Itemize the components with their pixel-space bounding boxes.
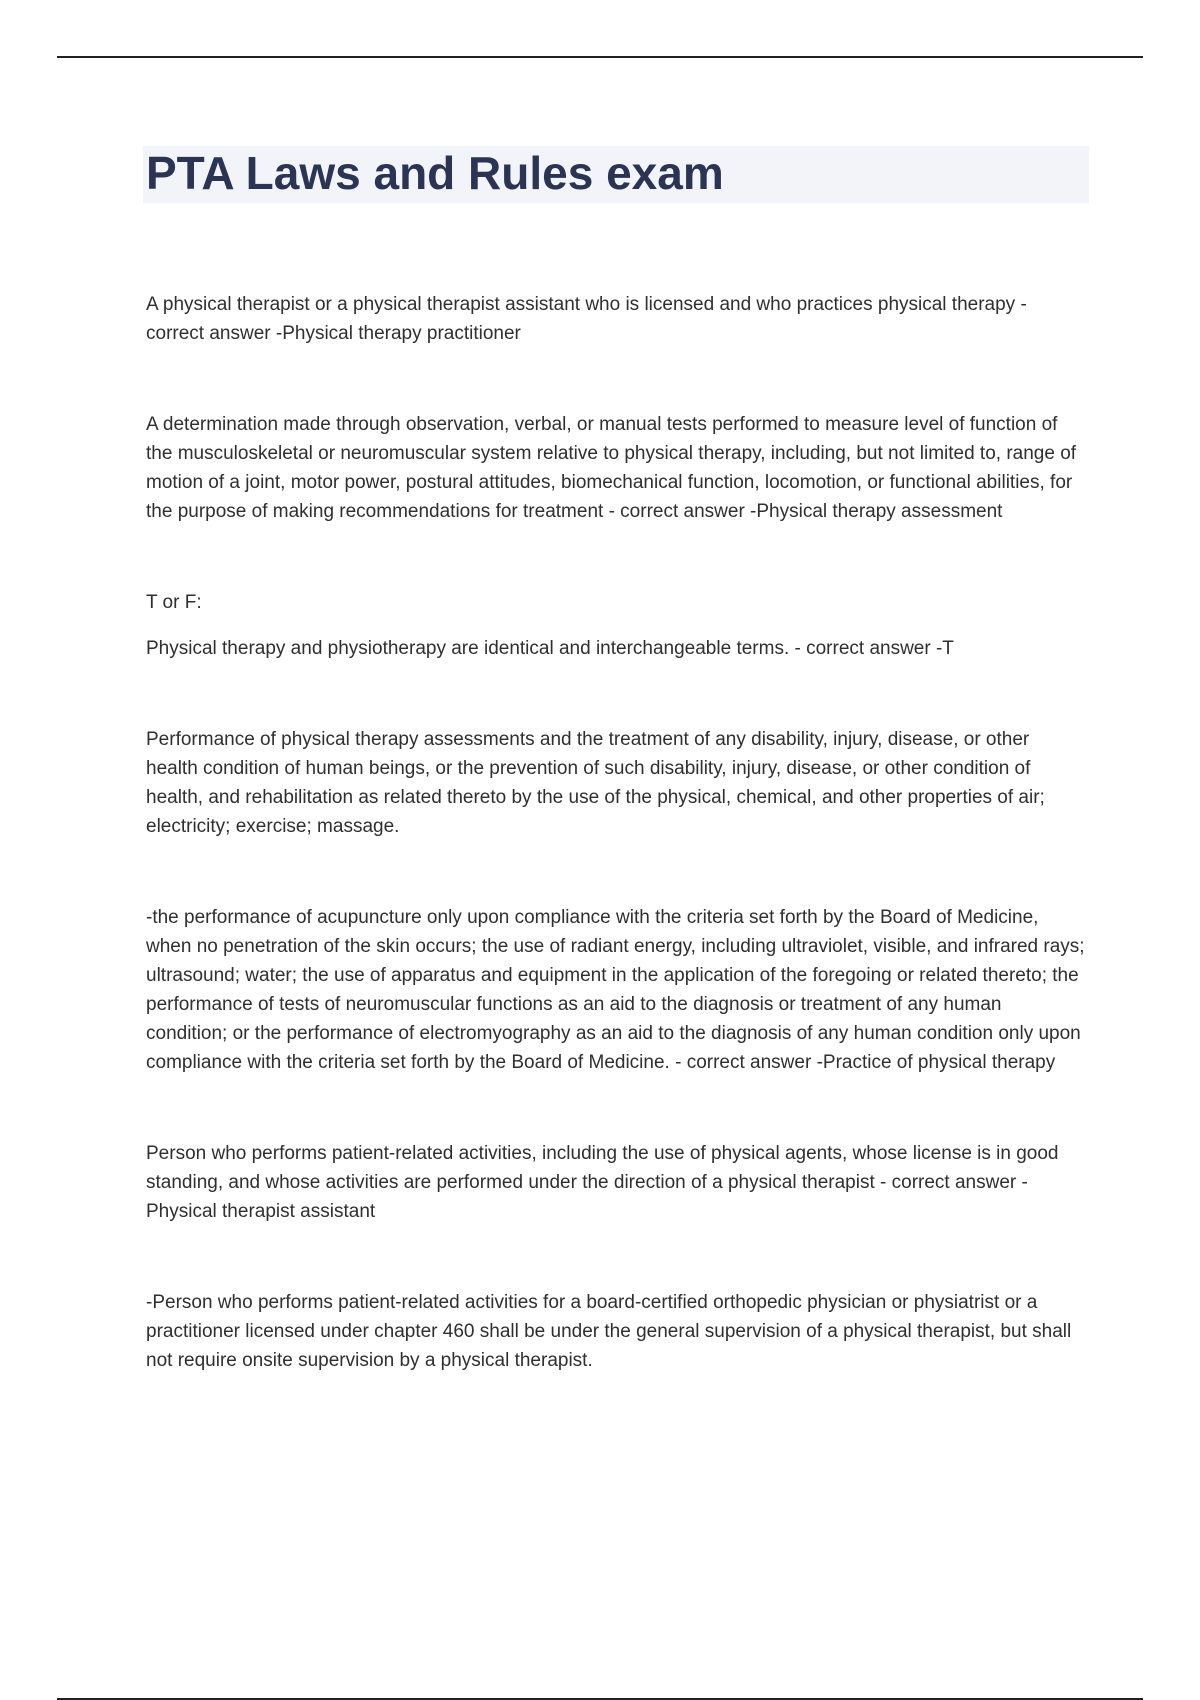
document-title: PTA Laws and Rules exam: [146, 147, 724, 199]
paragraph-practice-of-pt: -the performance of acupuncture only upon compliance with the criteria set forth by the Board of Medicine, when no penetration of the skin occurs; the use of radiant energy, including ultraviolet, visible, and infrared rays; ultrasound; water; the use of apparatus and equipment in the application of the foregoing or related thereto; the performance of tests of neuromuscular functions as an aid to the diagnosis or treatment of any human condition; or the performance of electromyography as an aid to the diagnosis of any human condition only upon compliance with the criteria set forth by the Board of Medicine. - correct answer -Practice of physical therapy: [146, 907, 1085, 1073]
paragraph-general-supervision: -Person who performs patient-related activities for a board-certified orthopedic physician or physiatrist or a practitioner licensed under chapter 460 shall be under the general supervision of a physical therapist, but shall not require onsite supervision by a physical therapist.: [146, 1292, 1072, 1371]
paragraph-physiotherapy-terms: Physical therapy and physiotherapy are identical and interchangeable terms. - correct answer -T: [146, 638, 954, 659]
header-rule: [57, 56, 1143, 58]
paragraph-pt-practitioner: A physical therapist or a physical therapist assistant who is licensed and who practices physical therapy - correct answer -Physical therapy practitioner: [146, 294, 1027, 344]
paragraph-true-false-label: T or F:: [146, 592, 202, 613]
document-body: [146, 290, 1086, 1375]
paragraph-pt-assistant: Person who performs patient-related activities, including the use of physical agents, whose license is in good standing, and whose activities are performed under the direction of a physical therapist - correct answer -Physical therapist assistant: [146, 1143, 1059, 1222]
paragraph-pt-assessment: A determination made through observation, verbal, or manual tests performed to measure level of function of the musculoskeletal or neuromuscular system relative to physical therapy, including, but not limited to, range of motion of a joint, motor power, postural attitudes, biomechanical function, locomotion, or functional abilities, for the purpose of making recommendations for treatment - correct answer -Physical therapy assessment: [146, 414, 1077, 522]
paragraph-performance-of-assessments: Performance of physical therapy assessments and the treatment of any disability, injury, disease, or other health condition of human beings, or the prevention of such disability, injury, disease, or other condition of health, and rehabilitation as related thereto by the use of the physical, chemical, and other properties of air; electricity; exercise; massage.: [146, 729, 1045, 837]
